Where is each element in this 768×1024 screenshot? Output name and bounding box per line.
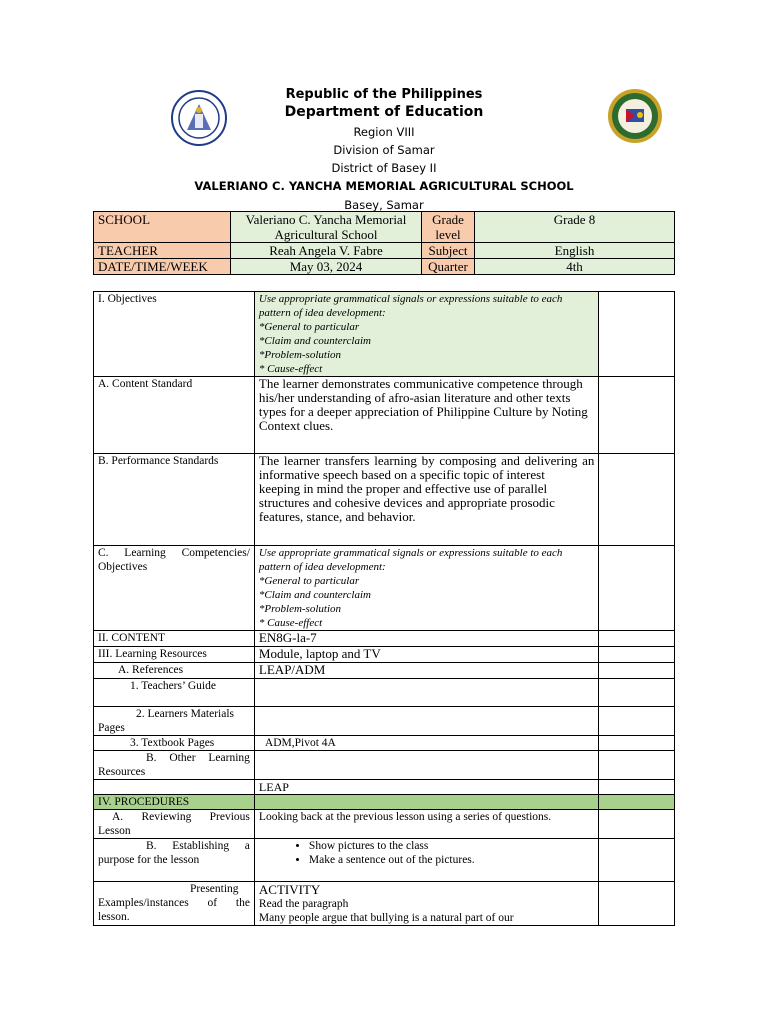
row-purpose	[94, 839, 675, 882]
header-republic: Republic of the Philippines	[285, 87, 483, 102]
date-label: DATE/TIME/WEEK	[94, 259, 231, 275]
objectives-notes	[599, 292, 675, 377]
competencies-notes	[599, 546, 675, 631]
subject-value: English	[475, 243, 675, 259]
competencies-line: *Claim and counterclaim	[258, 589, 371, 601]
document-header	[0, 86, 768, 214]
header-department: Department of Education	[284, 104, 484, 120]
learners-materials-value	[254, 707, 598, 736]
purpose-notes	[599, 839, 675, 882]
procedures-notes	[599, 795, 675, 810]
competencies-line: * Cause-effect	[258, 617, 323, 629]
leap-label	[94, 780, 255, 795]
presenting-label: Presenting Examples/instances of the lesson.	[94, 882, 255, 926]
quarter-value: 4th	[475, 259, 675, 275]
references-value: LEAP/ADM	[254, 663, 598, 679]
row-references	[94, 663, 675, 679]
row-other-resources	[94, 751, 675, 780]
content-value: EN8G-la-7	[254, 631, 598, 647]
row-learners-materials	[94, 707, 675, 736]
content-notes	[599, 631, 675, 647]
row-performance-standards	[94, 454, 675, 546]
row-resources	[94, 647, 675, 663]
row-textbook	[94, 736, 675, 751]
row-content	[94, 631, 675, 647]
performance-standards-text1: The learner transfers learning by composing and delivering an informative speech based on a specific topic of interest	[258, 453, 595, 482]
competencies-content	[254, 546, 598, 631]
activity-line1: Read the paragraph	[258, 898, 349, 911]
procedures-label: IV. PROCEDURES	[94, 795, 255, 810]
info-row-school	[94, 212, 675, 243]
objectives-line: *Problem-solution	[258, 349, 342, 361]
learners-materials-label: 2. Learners Materials Pages	[94, 707, 255, 736]
other-resources-label: B. Other Learning Resources	[94, 751, 255, 780]
row-teachers-guide	[94, 679, 675, 707]
purpose-content	[254, 839, 598, 882]
presenting-notes	[599, 882, 675, 926]
header-location: Basey, Samar	[344, 198, 424, 212]
teachers-guide-value	[254, 679, 598, 707]
purpose-list-item: • Show pictures to the class	[309, 839, 594, 853]
leap-notes	[599, 780, 675, 795]
teachers-guide-label: 1. Teachers’ Guide	[94, 679, 255, 707]
other-resources-notes	[599, 751, 675, 780]
teacher-value: Reah Angela V. Fabre	[231, 243, 422, 259]
resources-value: Module, laptop and TV	[254, 647, 598, 663]
content-standard-text: The learner demonstrates communicative competence through his/her understanding of afro-asian literature and other texts types for a deeper appreciation of Philippine Culture by Noting Context clues.	[254, 377, 598, 454]
textbook-label: 3. Textbook Pages	[94, 736, 255, 751]
purpose-list-item: • Make a sentence out of the pictures.	[309, 853, 594, 867]
grade-label: Grade level	[422, 212, 475, 243]
review-label: A. Reviewing Previous Lesson	[94, 810, 255, 839]
procedures-content	[254, 795, 598, 810]
competencies-line: Use appropriate grammatical signals or expressions suitable to each pattern of idea development:	[258, 547, 563, 573]
row-procedures	[94, 795, 675, 810]
objectives-label: I. Objectives	[94, 292, 255, 377]
review-notes	[599, 810, 675, 839]
objectives-line: Use appropriate grammatical signals or expressions suitable to each pattern of idea development:	[258, 293, 563, 319]
leap-value: LEAP	[254, 780, 598, 795]
resources-notes	[599, 647, 675, 663]
header-division: Division of Samar	[333, 143, 435, 157]
competencies-line: *Problem-solution	[258, 603, 342, 615]
textbook-notes	[599, 736, 675, 751]
learners-materials-notes	[599, 707, 675, 736]
resources-label: III. Learning Resources	[94, 647, 255, 663]
row-presenting	[94, 882, 675, 926]
textbook-value: ADM,Pivot 4A	[254, 736, 598, 751]
content-label: II. CONTENT	[94, 631, 255, 647]
teacher-label: TEACHER	[94, 243, 231, 259]
info-row-date	[94, 259, 675, 275]
activity-line2: Many people argue that bullying is a natural part of our	[258, 912, 514, 925]
performance-standards-content	[254, 454, 598, 546]
header-region: Region VIII	[353, 125, 415, 139]
purpose-list	[259, 839, 594, 867]
subject-label: Subject	[422, 243, 475, 259]
review-value: Looking back at the previous lesson using a series of questions.	[254, 810, 598, 839]
activity-title: ACTIVITY	[258, 882, 321, 897]
info-row-teacher	[94, 243, 675, 259]
objectives-content	[254, 292, 598, 377]
performance-standards-notes	[599, 454, 675, 546]
date-value: May 03, 2024	[231, 259, 422, 275]
objectives-line: *General to particular	[258, 321, 360, 333]
lesson-table	[93, 291, 675, 926]
competencies-line: *General to particular	[258, 575, 360, 587]
header-district: District of Basey II	[331, 161, 437, 175]
performance-standards-label: B. Performance Standards	[94, 454, 255, 546]
school-value: Valeriano C. Yancha Memorial Agricultural School	[231, 212, 422, 243]
row-content-standard	[94, 377, 675, 454]
row-leap	[94, 780, 675, 795]
references-notes	[599, 663, 675, 679]
objectives-line: * Cause-effect	[258, 363, 323, 375]
row-review	[94, 810, 675, 839]
content-standard-notes	[599, 377, 675, 454]
grade-value: Grade 8	[475, 212, 675, 243]
content-standard-label: A. Content Standard	[94, 377, 255, 454]
school-label: SCHOOL	[94, 212, 231, 243]
row-competencies	[94, 546, 675, 631]
references-label: A. References	[94, 663, 255, 679]
purpose-label: B. Establishing a purpose for the lesson	[94, 839, 255, 882]
quarter-label: Quarter	[422, 259, 475, 275]
info-table	[93, 211, 675, 275]
row-objectives	[94, 292, 675, 377]
objectives-line: *Claim and counterclaim	[258, 335, 371, 347]
header-school: VALERIANO C. YANCHA MEMORIAL AGRICULTURAL SCHOOL	[194, 179, 574, 193]
competencies-label: C. Learning Competencies/ Objectives	[94, 546, 255, 631]
teachers-guide-notes	[599, 679, 675, 707]
presenting-content	[254, 882, 598, 926]
performance-standards-text2: keeping in mind the proper and effective use of parallel structures and cohesive devices and appropriate prosodic features, stance, and behavior.	[258, 481, 555, 524]
other-resources-value	[254, 751, 598, 780]
